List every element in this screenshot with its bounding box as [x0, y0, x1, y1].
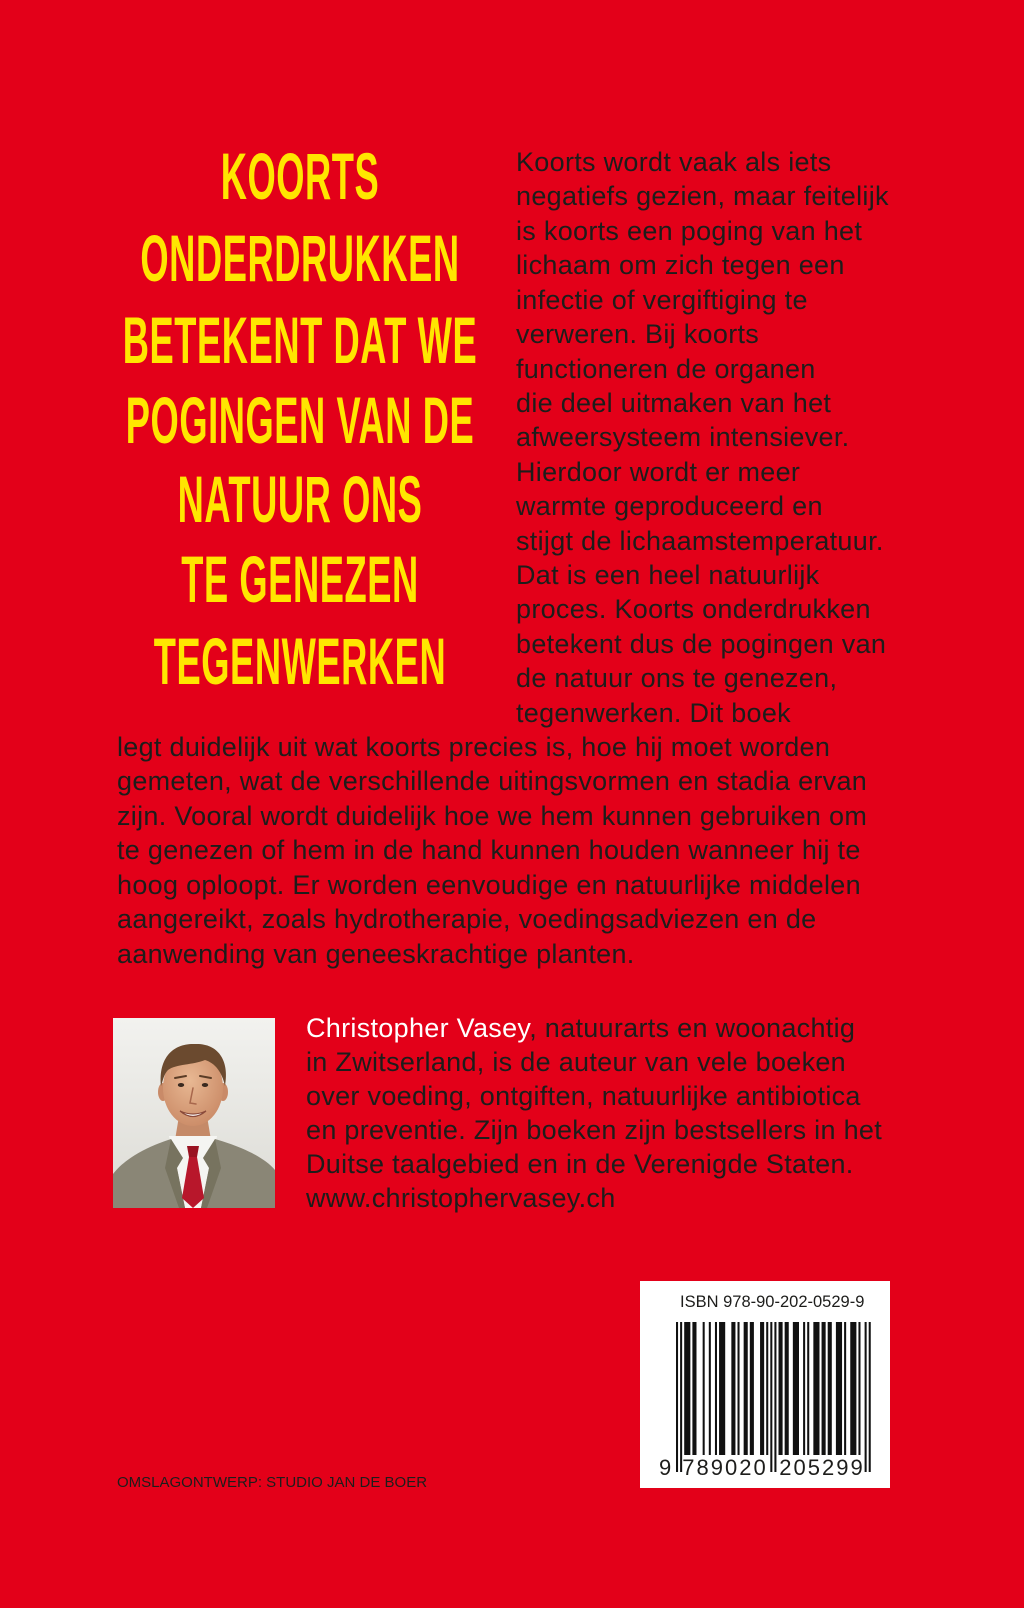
- barcode-bar: [766, 1322, 768, 1455]
- author-website: www.christophervasey.ch: [306, 1183, 616, 1213]
- headline-line: BETEKENT DAT WE: [122, 303, 478, 377]
- author-photo: [113, 1018, 275, 1208]
- barcode-bar: [738, 1322, 740, 1455]
- author-bio-line: en preventie. Zijn boeken zijn bestsellers in het: [306, 1115, 883, 1145]
- barcode-bar: [731, 1322, 735, 1455]
- blurb-line: Koorts wordt vaak als iets: [516, 147, 832, 177]
- barcode-guard-bar: [865, 1322, 867, 1472]
- author-name: Christopher Vasey: [306, 1013, 530, 1043]
- barcode-bar: [807, 1322, 809, 1455]
- cover-design-credit: OMSLAGONTWERP: STUDIO JAN DE BOER: [117, 1474, 428, 1491]
- barcode-guard-bar: [676, 1322, 678, 1472]
- barcode-bar: [828, 1322, 832, 1455]
- barcode-bar: [844, 1322, 846, 1455]
- author-bio: [306, 1011, 882, 1215]
- barcode-bar: [785, 1322, 789, 1455]
- blurb-line: aanwending van geneeskrachtige planten.: [117, 938, 635, 969]
- barcode-bar: [803, 1322, 805, 1455]
- blurb-column: [516, 145, 889, 730]
- barcode-bar: [850, 1322, 856, 1455]
- blurb-full-width: [117, 730, 867, 971]
- barcode-bar: [744, 1322, 748, 1455]
- barcode-first-digit: 9: [659, 1455, 674, 1480]
- barcode-bar: [822, 1322, 826, 1455]
- headline-line: ONDERDRUKKEN: [140, 221, 460, 295]
- blurb-line: afweersysteem intensiever.: [516, 422, 850, 453]
- blurb-line: te genezen of hem in de hand kunnen houden wanneer hij te: [117, 835, 861, 866]
- blurb-line: negatiefs gezien, maar feitelijk: [516, 181, 889, 212]
- author-bio-line: Duitse taalgebied en in de Verenigde Staten.: [306, 1149, 854, 1179]
- blurb-line: aangereikt, zoals hydrotherapie, voedingsadviezen en de: [117, 904, 817, 935]
- barcode: [676, 1322, 872, 1474]
- blurb-line: Dat is een heel natuurlijk: [516, 560, 820, 591]
- blurb-line: infectie of vergiftiging te: [516, 284, 808, 315]
- barcode-bar: [684, 1322, 690, 1455]
- blurb-line: betekent dus de pogingen van: [516, 628, 887, 659]
- barcode-bar: [715, 1322, 717, 1455]
- eye-left: [178, 1083, 184, 1087]
- blurb-line: legt duidelijk uit wat koorts precies is, hoe hij moet worden: [117, 732, 831, 762]
- barcode-bar: [750, 1322, 754, 1455]
- author-bio-text: , natuurarts en woonachtig: [529, 1013, 856, 1043]
- barcode-bar: [703, 1322, 705, 1455]
- barcode-guard-bar: [770, 1322, 772, 1472]
- blurb-line: lichaam om zich tegen een: [516, 250, 845, 281]
- barcode-guard-bar: [774, 1322, 776, 1472]
- barcode-right-digits: 205299: [779, 1455, 865, 1480]
- barcode-bar: [760, 1322, 764, 1455]
- blurb-line: is koorts een poging van het: [516, 215, 863, 246]
- barcode-bar: [858, 1322, 860, 1455]
- barcode-bar: [779, 1322, 783, 1455]
- blurb-line: warmte geproduceerd en: [516, 491, 823, 522]
- blurb-line: hoog oploopt. Er worden eenvoudige en natuurlijke middelen: [117, 869, 861, 900]
- blurb-line: proces. Koorts onderdrukken: [516, 594, 871, 625]
- blurb-line: die deel uitmaken van het: [516, 387, 832, 418]
- headline-line: POGINGEN VAN DE: [125, 383, 475, 457]
- author-portrait: [113, 1018, 275, 1208]
- barcode-bar: [719, 1322, 725, 1455]
- author-bio-line: [306, 1011, 882, 1045]
- blurb-line: stijgt de lichaamstemperatuur.: [516, 525, 884, 556]
- author-bio-line: in Zwitserland, is de auteur van vele boeken: [306, 1047, 847, 1077]
- headline-line: NATUUR ONS: [177, 462, 423, 536]
- blurb-line: verweren. Bij koorts: [516, 319, 760, 350]
- barcode-guard-bar: [869, 1322, 871, 1472]
- barcode-guard-bar: [680, 1322, 682, 1472]
- headline-line: TEGENWERKEN: [153, 624, 447, 698]
- blurb-line: tegenwerken. Dit boek: [516, 697, 791, 728]
- barcode-left-digits: 789020: [682, 1455, 768, 1480]
- tie-knot: [187, 1146, 199, 1157]
- eye-right: [202, 1083, 208, 1087]
- barcode-bar: [793, 1322, 799, 1455]
- barcode-bar: [813, 1322, 819, 1455]
- blurb-line: Hierdoor wordt er meer: [516, 456, 801, 487]
- headline-line: KOORTS: [220, 139, 380, 213]
- barcode-bar: [836, 1322, 842, 1455]
- barcode-bar: [692, 1322, 696, 1455]
- blurb-line: gemeten, wat de verschillende uitingsvormen en stadia ervan: [117, 766, 868, 797]
- blurb-line: zijn. Vooral wordt duidelijk hoe we hem kunnen gebruiken om: [117, 800, 868, 831]
- author-bio-line: over voeding, ontgiften, natuurlijke antibiotica: [306, 1081, 861, 1111]
- barcode-bar: [709, 1322, 711, 1455]
- headline-line: TE GENEZEN: [181, 542, 419, 616]
- blurb-line: de natuur ons te genezen,: [516, 663, 838, 694]
- isbn-barcode-box: [640, 1281, 890, 1488]
- blurb-line: functioneren de organen: [516, 353, 816, 384]
- isbn-label: ISBN 978-90-202-0529-9: [680, 1293, 865, 1311]
